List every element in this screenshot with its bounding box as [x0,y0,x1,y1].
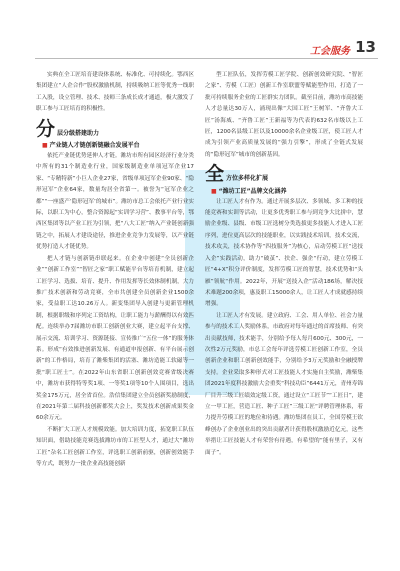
left-column [36,70,194,470]
bullet-marker: ■ [211,187,217,195]
paragraph: 把人才链与创新链串联起来。在企业中创建“全员创新企业”“创新工作室”“智匠之家”职工赋能平台等培育机制，建立起工匠学习、选拔、培育、提升、作用发挥等长效体制机制，大力推广技术创新和劳动竞赛，全市共创建全员创新企业1500余家，受益职工达10.26万人。新变集团导入创建与更新管理机制，根据职级和序列定工资结构，让职工能力与薪酬得以有效匹配。连续举办7届潍坊市职工创新创业大赛，建立起平台支撑、展示交流、培训学习、资源链接、宣传推广“五位一体”的服务体系。形成“有效推进创新发展、有通道申报创新、有平台展示创新”的工作格局，培育了潍柴集团的活塞、潍坊造能工软磁等一批“职工匠士”。在2022年山东省职工创新创效竞赛省级决赛中，潍坊市获得特等奖1项、一等奖1项等10个人围项目，选出奖金175万元，居全省首位。浩信集团建立全员创新奖励制度，在2021年第二届科技创新都奖大会上，奖发技术创新成果奖金60余万元。 [36,255,194,422]
paragraph: 让工匠人才有作为。通过开展多层次、多领域、多工种的技能竞赛和实训等活动，让更多优秀职工参与到竞争大比拼中，慧励企业级、县级、市级工匠选树分类选拔更多技能人才进入工匠序列，进位更高层次的技能职业，以实践技术培训，技术交流，技术攻关，技术协作等“四技服务”为核心，启动劳模工匠“送技入企”实践活动，助力“破茧”、扶企、强企“行动，建立劳模工匠“4+X”积分评价制度，发挥劳模工匠的智慧，技术优势和“头雁”领航“作用。2022年，开展“送技入企”活动186场，解决技术难题200余项，惠及职工15000余人，让工匠人才成就感持续增强。 [205,198,363,308]
paragraph: 依托产业链优势延伸人才链。潍坊市所有园区经济行业分类中所有的31个制造业行业，国家级制造业单项冠军企业17家、“专精特新”小巨人企业27家，省级单项冠军企业90家、“隐形冠军”企业64家，数量均居全省第一。被誉为“冠军企业之都”“一座盛产‘隐形冠军’的城市”。潍坊市总工会依托产业行业实际，以职工为中心，整合资源起“实训学习营”、教事平台等，鄂西区集团等以产业工匠为引领，把“八大工匠”纳入产业链创新强链之中，拓展人才建设途径，推进企业竞争力发展等，以产业链优势打造人才链优势。 [36,153,194,251]
sub-heading-text: 产业链人才链创新链融合发展平台 [49,142,140,150]
section-title: 方位多样化扩展 [226,175,269,183]
bullet-marker: ■ [42,142,48,150]
page-header [0,0,400,58]
page-number: 13 [355,38,376,56]
header-divider [35,58,378,59]
section-initial-char: 分 [36,117,56,140]
paragraph: 让工匠人才有发展。建立政府、工会、用人单位、社会力量参与的技术工人奖励体系，市政府对每年通过的首席技师、有突出贡献技师，技术能手，分别给予每人每月600元、300元，一次性2万元奖励，市总工会每年评选劳模工匠创新工作室，全员创新企业和职工创新创效能手，分别给予3万元奖励和全融授牌支持。企业采取多种形式对工匠技能人才实施自主奖励，潍柴集团2021年度科技激励大会重奖“科技功臣”6441万元，青州寿锦厂目升三级工匠绩效定级工资，通过设立“工匠节”“工匠日”，建立一甲工匠，营造工匠、种子工匠”三级工匠“评聘管理体系，着力提升劳模工匠的地位和待遇。潍坊集团在员工，全国劳模王钦峰创办了企业创业出的突出贡献者计获得股权激励近亿元，这些举措让工匠技能人才有荣誉有待遇，有希望的“能有里子，又有面子”。 [205,312,363,456]
paragraph: 型工匠队伍，发挥劳模工匠学院、创新创效研究院、“智匠之家”、劳模（工匠）创新工作室联盟等赋能型作用，打造了一批可持续服务企业的工匠群实力团队。截至目前，潍坊市高技能人才总量达30万人，涌现出像“大国工匠”王树军、“齐鲁大工匠”汤海威、“齐鲁工匠”王新福等为代表的632名市级以上工匠，1200名县级工匠以及10000余名企业级工匠，使工匠人才成为引领产业高质量发展的“强力引擎”，形成了全链式发展的“隐形冠军”城市的创新基因。 [205,72,363,158]
section-heading [36,119,194,139]
right-column [205,70,363,459]
sub-heading-text: “潍坊工匠”品牌文化涵养 [218,187,287,195]
sub-heading [211,186,363,197]
section-heading [205,164,363,184]
sub-heading [42,140,194,151]
section-name: 工会服务 [310,46,350,57]
paragraph: 不断扩大工匠人才规模效能。加大培训力度，拓宽职工队伍知识面，借助技能竞赛选拔潍坊市的工匠型人才，通过大“潍坊工匠”杂名工匠创新工作室，评选职工创新前驱，创新创效能手等方式，既努力一批企业高技能创新 [36,426,194,467]
section-title: 层分级搭建助力 [57,129,100,137]
section-initial-char: 全 [205,163,225,186]
paragraph: 实典在全工匠培育建设体系统、标准化、可持续化。鄂西区集团建立“人企合作”股权激励机制，持续吸纳工匠等优秀一线职工入股，设立管理、技术、技师三条成长成才通道，极大激发了职工参与工匠培育的积极性。 [36,72,194,113]
